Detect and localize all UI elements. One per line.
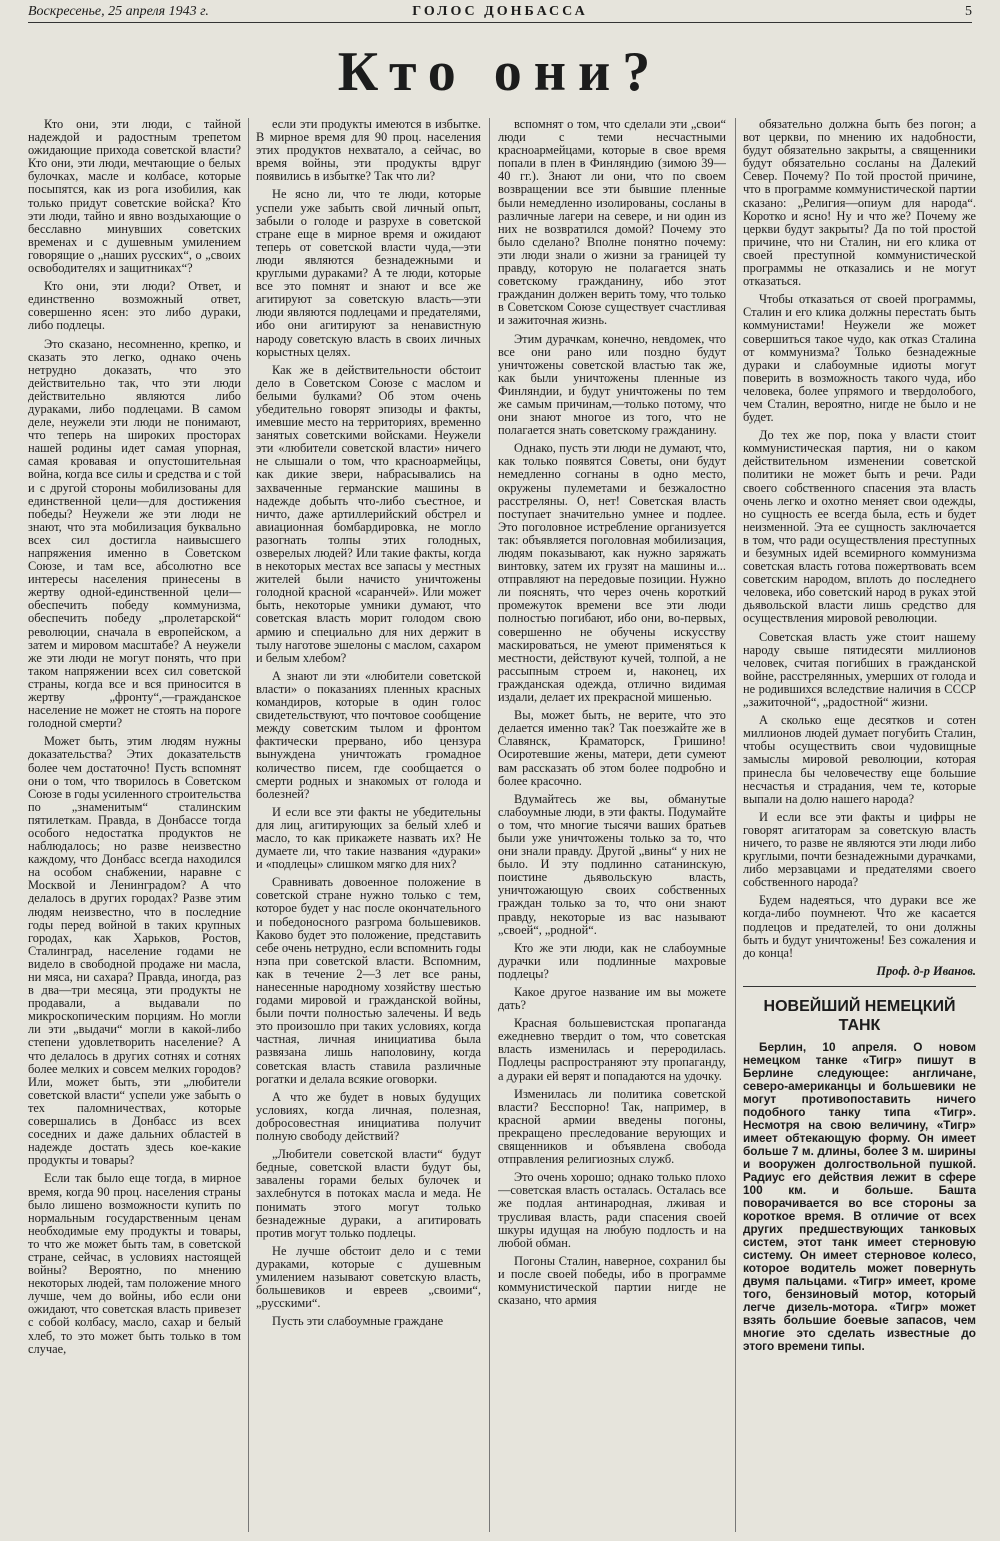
paragraph: Вдумайтесь же вы, обманутые слабоумные люди, в эти факты. Подумайте о том, что многие тысячи ваших братьев были уже уничтожены только за то, что они знали правду. Другой „вины“ у них не было. И эту подлинно сатанинскую, поистине дьявольскую власть, уничтожающую своих собственных граждан только за то, что они знают правду, некоторые из вас называют „своей“, „родной“. bbox=[498, 791, 726, 937]
paragraph: Однако, пусть эти люди не думают, что, как только появятся Советы, они будут немедленно согнаны в одно место, окружены пулеметами и безжалостно расстреляны. О, нет! Советская власть поступает значительно умнее и подлее. Это поголовное истребление организуется так: объявляется поголовная мобилизация, людям показывают, как нужно заряжать винтовку, затем их грузят на машины и... отправляют на передовые позиции. Нужно ли пояснять, что через очень короткий промежуток времени все эти люди полностью погибают, ибо они, во-первых, совершенно не обучены искусству маскироваться, не умеют применяться к местности, действуют кучей, толпой, а не рассыпным строем и, наконец, их гражданская одежда, отлично видимая издали, делает их прекрасной мишенью. bbox=[498, 441, 726, 705]
paragraph: Чтобы отказаться от своей программы, Сталин и его клика должны перестать быть коммунистами! Неужели же может совершиться такое чудо, как отказ Сталина от коммунизма? Только безнадежные дураки и слабоумные идиоты могут поверить в возможность такого чуда, ибо человека, более упрямого и твердолобого, чем Сталин, вероятно, нигде не было и не будет. bbox=[743, 292, 976, 425]
masthead bbox=[28, 4, 972, 23]
paragraph: Советская власть уже стоит нашему народу свыше пятидесяти миллионов человек, считая погибших в гражданской войне, расстрелянных, умерших от голода и не родившихся вследствие наличия в СССР „зажиточной“, „радостной“ жизни. bbox=[743, 629, 976, 710]
paragraph: И если все эти факты и цифры не говорят агитаторам за советскую власть ничего, то разве не являются эти люди либо круглыми, почти безнадежными дурачками, либо мерзавцами и предателями своего собственного народа? bbox=[743, 809, 976, 890]
newspaper-name: ГОЛОС ДОНБАССА bbox=[412, 4, 588, 19]
section-divider bbox=[743, 986, 976, 987]
paragraph: А знают ли эти «любители советской власти» о показаниях пленных красных командиров, которые в один голос свидетельствуют, что почтовое сообщение между советским тылом и фронтом фактически прервано, ибо цензура вынуждена уничтожать громадное количество писем, где сообщается о смерти родных и знакомых от голода и болезней? bbox=[256, 668, 481, 801]
paragraph: Это очень хорошо; однако только плохо—советская власть осталась. Осталась все же подлая антинародная, лживая и трусливая власть, ради спасения своей шкуры идущая на любую подлость и на любой обман. bbox=[498, 1170, 726, 1250]
paragraph: Это сказано, несомненно, крепко, и сказать это легко, однако очень нетрудно доказать, что это действительно так, что эти люди действительно являются либо дураками, либо подлецами. В самом деле, неужели эти люди не понимают, что теперь на широких просторах нашей родины идет самая упорная, самая кровавая и опустошительная война, когда все силы и средства и с той и с другой стороны мобилизованы для единственной цели—для достижения победы? Неужели же эти люди не знают, что эта мобилизация буквально всех сил достигла наивысшего напряжения именно в Советском Союзе, и там все, абсолютно все интересы населения принесены в жертву одной-единственной цели—обеспечить победу коммунизма, обеспечить победу „пролетарской“ революции, сначала в европейском, а затем и мировом масштабе? А неужели же эти люди не могут понять, что при таком напряжении всех сил советской страны, когда все и вся приносится в жертву „фронту“,—гражданское население не может не стоять на пороге голодной смерти? bbox=[28, 336, 241, 731]
dateline: Берлин, 10 апреля. bbox=[759, 1039, 897, 1054]
article-column-4 bbox=[743, 118, 976, 1532]
article-headline: Кто они? bbox=[337, 41, 663, 103]
paragraph: До тех же пор, пока у власти стоит коммунистическая партия, ни о каком действительном изменении советской политики не может быть и речи. Ради своего собственного спасения эта власть очень легко и охотно меняет свои одежды, но сущность ее всегда была, есть и будет неизменной. Эта ее сущность заключается в том, что ради осуществления преступных и безумных идей всемирного коммунизма советская власть готова пожертвовать всем советским народом, вплоть до последнего человека, ибо советский народ в руках этой дьявольской власти лишь средство для осуществления мировой революции. bbox=[743, 428, 976, 626]
paragraph: А что же будет в новых будущих условиях, когда личная, полезная, добросовестная инициатива получит полную свободу действий? bbox=[256, 1089, 481, 1144]
paragraph: Как же в действительности обстоит дело в Советском Союзе с маслом и белыми булками? Об этом очень убедительно говорят эпизоды и факты, имевшие место на территориях, временно занятых советскими войсками. Неужели эти «любители советской власти» ничего не слышали о том, что красноармейцы, как дикие звери, набрасывались на захваченные германские машины в надежде добыть что-либо съестное, и ничто, даже артиллерийский обстрел и авиационная бомбардировка, не могло разогнать толпы этих голодных, озверелых людей? Или такие факты, когда в некоторых местах все запасы у местных жителей были начисто уничтожены голодной красной «саранчей». Или может быть, некоторые умники думают, что советская власть морит голодом свою армию и специально для них держит в тылу наготове эшелоны с маслом, сахаром и белым хлебом? bbox=[256, 362, 481, 665]
page-number: 5 bbox=[965, 4, 972, 19]
tank-article-title: НОВЕЙШИЙ НЕМЕЦКИЙ ТАНК bbox=[763, 997, 956, 1034]
paragraph: Погоны Сталин, наверное, сохранил бы и после своей победы, ибо в программе коммунистической партии нигде не сказано, что армия bbox=[498, 1253, 726, 1308]
paragraph: Сравнивать довоенное положение в советской стране нужно только с тем, которое будет у нас после окончательного и победоносного разгрома большевиков. Каково будет это положение, представить себе очень нетрудно, если вспомнить годы нэпа при советской власти. Вспомним, как в течение 2—3 лет все раны, нанесенные народному хозяйству шестью годами мировой и гражданской войны, были почти полностью залечены. И ведь это произошло при таких условиях, когда частная, личная инициатива была развязана лишь наполовину, когда советская власть ставила различные рогатки и делала всякие оговорки. bbox=[256, 875, 481, 1086]
paragraph: Изменилась ли политика советской власти? Бесспорно! Так, например, в красной армии введены погоны, прекращено преследование верующих и священников и объявлена свобода отправления религиозных служб. bbox=[498, 1086, 726, 1167]
paragraph: Кто они, эти люди? Ответ, и единственно возможный ответ, совершенно ясен: это либо дураки, либо подлецы. bbox=[28, 279, 241, 333]
column-divider bbox=[735, 118, 736, 1532]
paragraph: И если все эти факты не убедительны для лиц, агитирующих за белый хлеб и масло, то как прикажете назвать их? Не думаете ли, что такие названия «дураки» и «подлецы» слишком мягко для них? bbox=[256, 804, 481, 872]
issue-date: Воскресенье, 25 апреля 1943 г. bbox=[28, 4, 209, 19]
paragraph: обязательно должна быть без погон; а вот церкви, по мнению их надобности, будут обязательно закрыты, а священники будут обязательно сосланы на Далекий Север. Почему? По той простой причине, что в программе коммунистической партии сказано: „Религия—опиум для народа“. Коротко и ясно! Ну и что же? Почему же церкви будут закрыты? Да по той простой причине, что ни Сталин, ни его клика от своей преступной коммунистической программы не отказались и не могут отказаться. bbox=[743, 118, 976, 289]
paragraph: вспомнят о том, что сделали эти „свои“ люди с теми несчастными красноармейцами, которые в свое время попали в плен в Финляндию (зимою 39—40 гг.). Знают ли они, что по своем возвращении все эти бывшие пленные были немедленно изолированы, сосланы в различные лагери на севере, и ни один из них не возвратился домой? Почему это было сделано? Вполне понятно почему: эти люди знали о жизни за границей ту правду, которую не полагается знать советскому гражданину, ибо этот гражданин должен верить тому, что только в Советском Союзе существует счастливая и зажиточная жизнь. bbox=[498, 118, 726, 328]
paragraph: Кто же эти люди, как не слабоумные дурачки или подлинные махровые подлецы? bbox=[498, 940, 726, 981]
paragraph: Кто они, эти люди, с тайной надеждой и радостным трепетом ожидающие прихода советской власти? Кто они, эти люди, мечтающие о белых булочках, масле и колбасе, которые посыпятся, как из рога изобилия, как только придут советские войска? Кто эти люди, тайно и явно воздыхающие о бесславно минувших советских временах и с душевным умилением говорящие о „наших русских“, о „своих освободителях и защитниках“? bbox=[28, 118, 241, 276]
tank-article-body: О новом немецком танке «Тигр» пишут в Берлине следующее: англичане, северо-американцы и большевики не могут противопоставить ничего подобного танку типа «Тигр». Несмотря на свою величину, «Тигр» имеет обтекающую форму. Он имеет больше 7 м. длины, более 3 м. ширины и вооружен долгоствольной пушкой. Радиус его действия лежит в сфере 100 км. и больше. Башта поворачивается во все стороны за короткое время. В отличие от всех других предшествующих танковых систем, этот танк имеет стерновую систему. Он имеет стерновое колесо, которое водитель может повернуть двумя пальцами. «Тигр» имеет, кроме того, бензиновый мотор, который легче дизель-мотора. «Тигр» может взять большие боевые запасов, чем многие это сделать известные до этого времени типы. bbox=[743, 1039, 976, 1353]
paragraph: Может быть, этим людям нужны доказательства? Этих доказательств более чем достаточно! Пусть вспомнят они о том, что творилось в Советском Союзе в годы усиленного строительства по „знаменитым“ сталинским пятилеткам. Правда, в Донбассе тогда особого недостатка продуктов не наблюдалось; но разве неизвестно каждому, что Донбасс всегда находился на особом снабжении, наравне с Москвой и Ленинградом? А что делалось в других городах? Разве этим людям неизвестно, что в последние годы перед войной в таких крупных городах, как Харьков, Ростов, Сталинград, население годами не видело в свободной продаже ни масла, ни мяса, ни сахара? Правда, иногда, раз в два—три месяца, эти продукты не продавали, а выдавали по микроскопическим порциям. Но могли ли эти „выдачи“ могли в какой-либо степени удовлетворить население? А что делалось в других сотнях и сотнях более мелких и совсем мелких городов? Или, может быть, эти „любители советской власти“ успели уже забыть о тех паломничествах, которые совершались в Донбасс из всех соседних и даже дальних областей в надежде достать здесь кое-какие продукты и товары? bbox=[28, 734, 241, 1168]
article-column-3 bbox=[498, 118, 726, 1532]
paragraph: „Любители советской власти“ будут бедные, советской власти будут бы, завалены горами белых булочек и захлебнутся в потоках масла и меда. Не понимать этого могут только безнадежные дураки, а агитировать против могут только подлецы. bbox=[256, 1147, 481, 1240]
paragraph: Не лучше обстоит дело и с теми дураками, которые с душевным умилением называют советскую власть, большевиков и евреев „своими“, „русскими“. bbox=[256, 1243, 481, 1311]
paragraph: Этим дурачкам, конечно, невдомек, что все они рано или поздно будут уничтожены советской властью так же, как были уничтожены пленные из Финляндии, и будут уничтожены по тем же самым причинам,—только потому, что они знают многое из того, что не полагается знать советскому гражданину. bbox=[498, 331, 726, 438]
article-column-1 bbox=[28, 118, 241, 1532]
paragraph: Вы, может быть, не верите, что это делается именно так? Так поезжайте же в Славянск, Краматорск, Гришино! Осиротевшие жены, матери, дети сумеют вам рассказать об этом более подробно и более красочно. bbox=[498, 708, 726, 788]
column-divider bbox=[489, 118, 490, 1532]
tank-article bbox=[743, 997, 976, 1353]
paragraph: Будем надеяться, что дураки все же когда-либо поумнеют. Что же касается подлецов и предателей, то они должны быть и будут уничтожены! Без сожаления и до конца! bbox=[743, 893, 976, 960]
column-divider bbox=[248, 118, 249, 1532]
paragraph: А сколько еще десятков и сотен миллионов людей думает погубить Сталин, чтобы осуществить свои чудовищные замыслы мировой революции, которая принесла бы человечеству еще большие несчастья и страдания, чем те, которые выпали на долю нашего народа? bbox=[743, 713, 976, 806]
paragraph: Пусть эти слабоумные граждане bbox=[272, 1314, 444, 1329]
paragraph: если эти продукты имеются в избытке. В мирное время для 90 проц. населения этих продуктов нехватало, а сейчас, во время войны, эти продукты вдруг появились в избытке? Так что ли? bbox=[256, 118, 481, 184]
article-column-2 bbox=[256, 118, 481, 1532]
paragraph: Красная большевистская пропаганда ежедневно твердит о том, что советская власть изменилась и переродилась. Подлецы распространяют эту пропаганду, а дураки ей верят и попадаются на удочку. bbox=[498, 1016, 726, 1083]
author-signature: Проф. д-р Иванов. bbox=[876, 963, 976, 978]
paragraph: Не ясно ли, что те люди, которые успели уже забыть свой личный опыт, забыли о голоде и разрухе в советской стране еще в мирное время и ожидают теперь от советской власти чуда,—эти люди являются безнадежными и круглыми дураками? А те люди, которые все это помнят и знают и все же агитируют за советскую власть—эти люди являются подлецами и предателями, ибо они агитируют за ненавистную народу советскую власть в своих личных корыстных целях. bbox=[256, 187, 481, 359]
paragraph: Если так было еще тогда, в мирное время, когда 90 проц. населения страны было лишено возможности купить по нормальным государственным ценам необходимые ему продукты и товары, то что же может быть там, в советской стране, сейчас, в условиях настоящей войны? Вероятно, по мнению некоторых людей, там положение много лучше, чем до войны, ибо если они ожидают, что советская власть привезет с собой колбасу, масло, сахар и белый хлеб, то это может быть только в том случае, bbox=[28, 1171, 241, 1356]
paragraph: Какое другое название им вы можете дать? bbox=[498, 985, 726, 1013]
